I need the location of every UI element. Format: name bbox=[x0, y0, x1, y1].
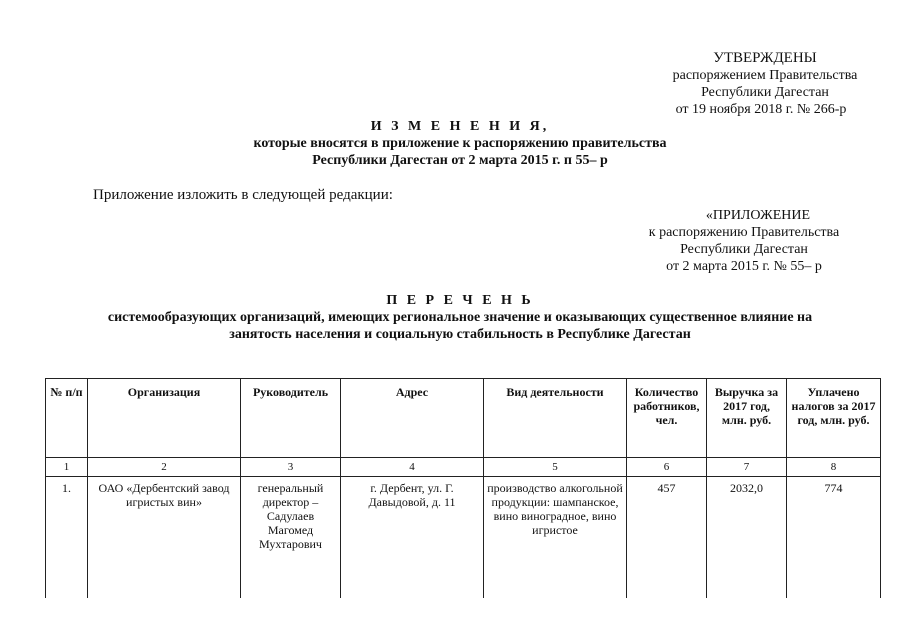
row-number-cell: 1. bbox=[46, 477, 88, 599]
intro-text: Приложение изложить в следующей редакции: bbox=[93, 187, 393, 203]
approval-line: Республики Дагестан bbox=[701, 85, 829, 100]
column-number-cell: 8 bbox=[787, 458, 881, 477]
annex-line: «ПРИЛОЖЕНИЕ bbox=[705, 208, 811, 223]
header-cell-organization: Организация bbox=[88, 379, 241, 458]
header-cell-director: Руководитель bbox=[241, 379, 341, 458]
director-cell: генеральный директор – Садулаев Магомед Мухтарович bbox=[241, 477, 341, 599]
column-number-cell: 2 bbox=[88, 458, 241, 477]
employees-cell: 457 bbox=[627, 477, 707, 599]
table-row bbox=[46, 477, 881, 599]
header-cell-employees: Количество работников, чел. bbox=[627, 379, 707, 458]
taxes-cell: 774 bbox=[787, 477, 881, 599]
column-number-cell: 1 bbox=[46, 458, 88, 477]
changes-subtitle-line: Республики Дагестан от 2 марта 2015 г. п 55– р bbox=[312, 153, 608, 168]
approval-date-line: от 19 ноября 2018 г. № 266-р bbox=[675, 102, 847, 117]
activity-cell: производство алкогольной продукции: шампанское, вино виноградное, вино игристое bbox=[484, 477, 627, 599]
column-number-cell: 4 bbox=[341, 458, 484, 477]
column-number-cell: 6 bbox=[627, 458, 707, 477]
organization-cell: ОАО «Дербентский завод игристых вин» bbox=[88, 477, 241, 599]
header-cell-activity: Вид деятельности bbox=[484, 379, 627, 458]
annex-line: к распоряжению Правительства bbox=[648, 225, 840, 240]
header-cell-address: Адрес bbox=[341, 379, 484, 458]
list-subtitle-line: занятость населения и социальную стабильность в Республике Дагестан bbox=[229, 327, 691, 342]
header-cell-number: № п/п bbox=[46, 379, 88, 458]
annex-block bbox=[620, 207, 868, 275]
changes-heading bbox=[180, 118, 740, 169]
revenue-cell: 2032,0 bbox=[707, 477, 787, 599]
annex-date-line: от 2 марта 2015 г. № 55– р bbox=[666, 259, 822, 274]
address-cell: г. Дербент, ул. Г. Давыдовой, д. 11 bbox=[341, 477, 484, 599]
list-subtitle-line: системообразующих организаций, имеющих региональное значение и оказывающих существенное влияние на bbox=[107, 310, 813, 325]
header-cell-taxes: Уплачено налогов за 2017 год, млн. руб. bbox=[787, 379, 881, 458]
approval-line: распоряжением Правительства bbox=[672, 68, 858, 83]
annex-line: Республики Дагестан bbox=[680, 242, 808, 257]
changes-subtitle-line: которые вносятся в приложение к распоряжению правительства bbox=[253, 136, 667, 151]
changes-title: И З М Е Н Е Н И Я, bbox=[370, 119, 550, 134]
organizations-table bbox=[45, 378, 881, 598]
table-header-row bbox=[46, 379, 881, 458]
list-title: П Е Р Е Ч Е Н Ь bbox=[386, 293, 534, 308]
column-number-cell: 3 bbox=[241, 458, 341, 477]
column-number-cell: 7 bbox=[707, 458, 787, 477]
header-cell-revenue: Выручка за 2017 год, млн. руб. bbox=[707, 379, 787, 458]
approval-block bbox=[640, 50, 890, 118]
column-number-cell: 5 bbox=[484, 458, 627, 477]
column-number-row bbox=[46, 458, 881, 477]
approval-line: УТВЕРЖДЕНЫ bbox=[713, 50, 817, 66]
list-heading bbox=[60, 292, 860, 343]
